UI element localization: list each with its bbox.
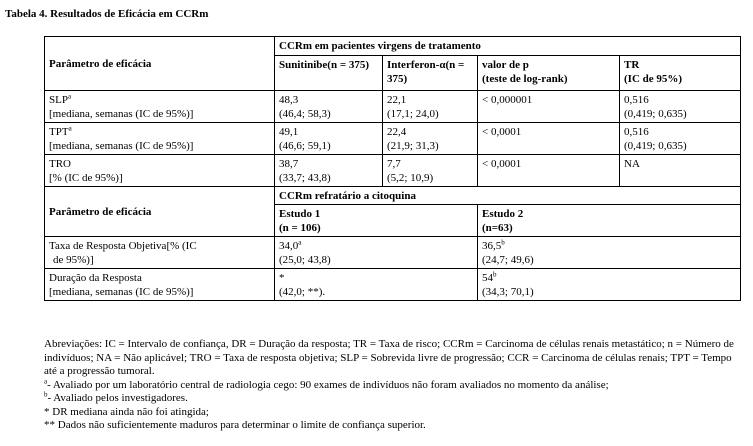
param-cell: Duração da Resposta [mediana, semanas (IC de 95%)] xyxy=(45,269,275,301)
group-header-naive: CCRm em pacientes virgens de tratamento xyxy=(275,37,741,56)
study1-cell: * (42,0; **). xyxy=(275,269,478,301)
col-header-study2: Estudo 2 (n=63) xyxy=(478,205,741,237)
pvalue-cell: < 0,000001 xyxy=(478,91,620,123)
pvalue-header-line1: valor de p xyxy=(482,59,529,72)
tr-header-line2: (IC de 95%) xyxy=(624,73,683,86)
footnote-mark: b xyxy=(493,270,497,279)
col-header-interferon: Interferon-α(n = 375) xyxy=(383,56,478,91)
pvalue-cell: < 0,0001 xyxy=(478,155,620,187)
group-header-refractory: CCRm refratário a citoquina xyxy=(275,187,741,205)
pvalue-header-line2: (teste de log-rank) xyxy=(482,73,568,86)
sunitinib-cell: 38,7 (33,7; 43,8) xyxy=(275,155,383,187)
tr-cell: 0,516 (0,419; 0,635) xyxy=(620,91,741,123)
table-row xyxy=(45,237,741,269)
efficacy-table xyxy=(44,36,741,301)
param-name: TPT xyxy=(49,126,69,138)
footnote-mark: b xyxy=(501,238,505,247)
param-name: SLP xyxy=(49,94,68,106)
param-desc: [mediana, semanas (IC de 95%)] xyxy=(49,108,194,120)
pvalue-cell: < 0,0001 xyxy=(478,123,620,155)
param-header-2: Parâmetro de eficácia xyxy=(45,187,275,237)
param-name: TRO xyxy=(49,158,71,170)
section2-header-row xyxy=(45,187,741,205)
table-row xyxy=(45,155,741,187)
footnote-double-star: ** Dados não suficientemente maduros para determinar o limite de confiança superior. xyxy=(44,419,426,431)
footnote-mark: a xyxy=(68,124,72,133)
study2-cell: 36,5$^b$ (24,7; 49,6) xyxy=(478,237,741,269)
tr-cell: NA xyxy=(620,155,741,187)
footnote-mark: a xyxy=(298,238,302,247)
footnote-mark: a xyxy=(67,92,72,101)
param-cell xyxy=(45,123,275,155)
tr-cell: 0,516 (0,419; 0,635) xyxy=(620,123,741,155)
col-header-tr xyxy=(620,56,741,91)
table-row xyxy=(45,123,741,155)
tr-header-line1: TR xyxy=(624,59,640,72)
col-header-pvalue xyxy=(478,56,620,91)
sunitinib-cell: 49,1 (46,6; 59,1) xyxy=(275,123,383,155)
col-header-study1: Estudo 1 (n = 106) xyxy=(275,205,478,237)
table-row xyxy=(45,269,741,301)
footnote-b: $^b$- Avaliado pelos investigadores. xyxy=(44,390,188,404)
interferon-cell: 22,4 (21,9; 31,3) xyxy=(383,123,478,155)
param-cell: Taxa de Resposta Objetiva[% (IC de 95%)] xyxy=(45,237,275,269)
interferon-cell: 7,7 (5,2; 10,9) xyxy=(383,155,478,187)
footnote-a: $^a$- Avaliado por um laboratório central de radiologia cego: 90 exames de indivíduos não foram avaliados no momento da análise; xyxy=(44,376,609,391)
interferon-cell: 22,1 (17,1; 24,0) xyxy=(383,91,478,123)
section1-header-row xyxy=(45,37,741,56)
table-caption: Tabela 4. Resultados de Eficácia em CCRm xyxy=(5,8,209,20)
study1-cell: 34,0$^a$ (25,0; 43,8) xyxy=(275,237,478,269)
param-header-1: Parâmetro de eficácia xyxy=(45,37,275,91)
param-desc: [% (IC de 95%)] xyxy=(49,172,123,184)
footnote-star: * DR mediana ainda não foi atingida; xyxy=(44,405,209,418)
param-desc: [mediana, semanas (IC de 95%)] xyxy=(49,140,194,152)
table-notes xyxy=(44,338,744,433)
sunitinib-cell: 48,3 (46,4; 58,3) xyxy=(275,91,383,123)
study2-cell: 54$^b$ (34,3; 70,1) xyxy=(478,269,741,301)
table-row xyxy=(45,91,741,123)
col-header-sunitinib: Sunitinibe(n = 375) xyxy=(275,56,383,91)
abbreviations-note: Abreviações: IC = Intervalo de confiança, DR = Duração da resposta; TR = Taxa de risco; CCRm = Carcinoma de células renais metastático; n = Número de indivíduos; NA = Não aplicável; TRO = Taxa de resposta objetiva; SLP = Sobrevida livre de progressão; CCR = Carcinoma de células renais; TPT = Tempo até a progressão tumoral. xyxy=(44,338,734,377)
param-cell xyxy=(45,155,275,187)
param-cell xyxy=(45,91,275,123)
